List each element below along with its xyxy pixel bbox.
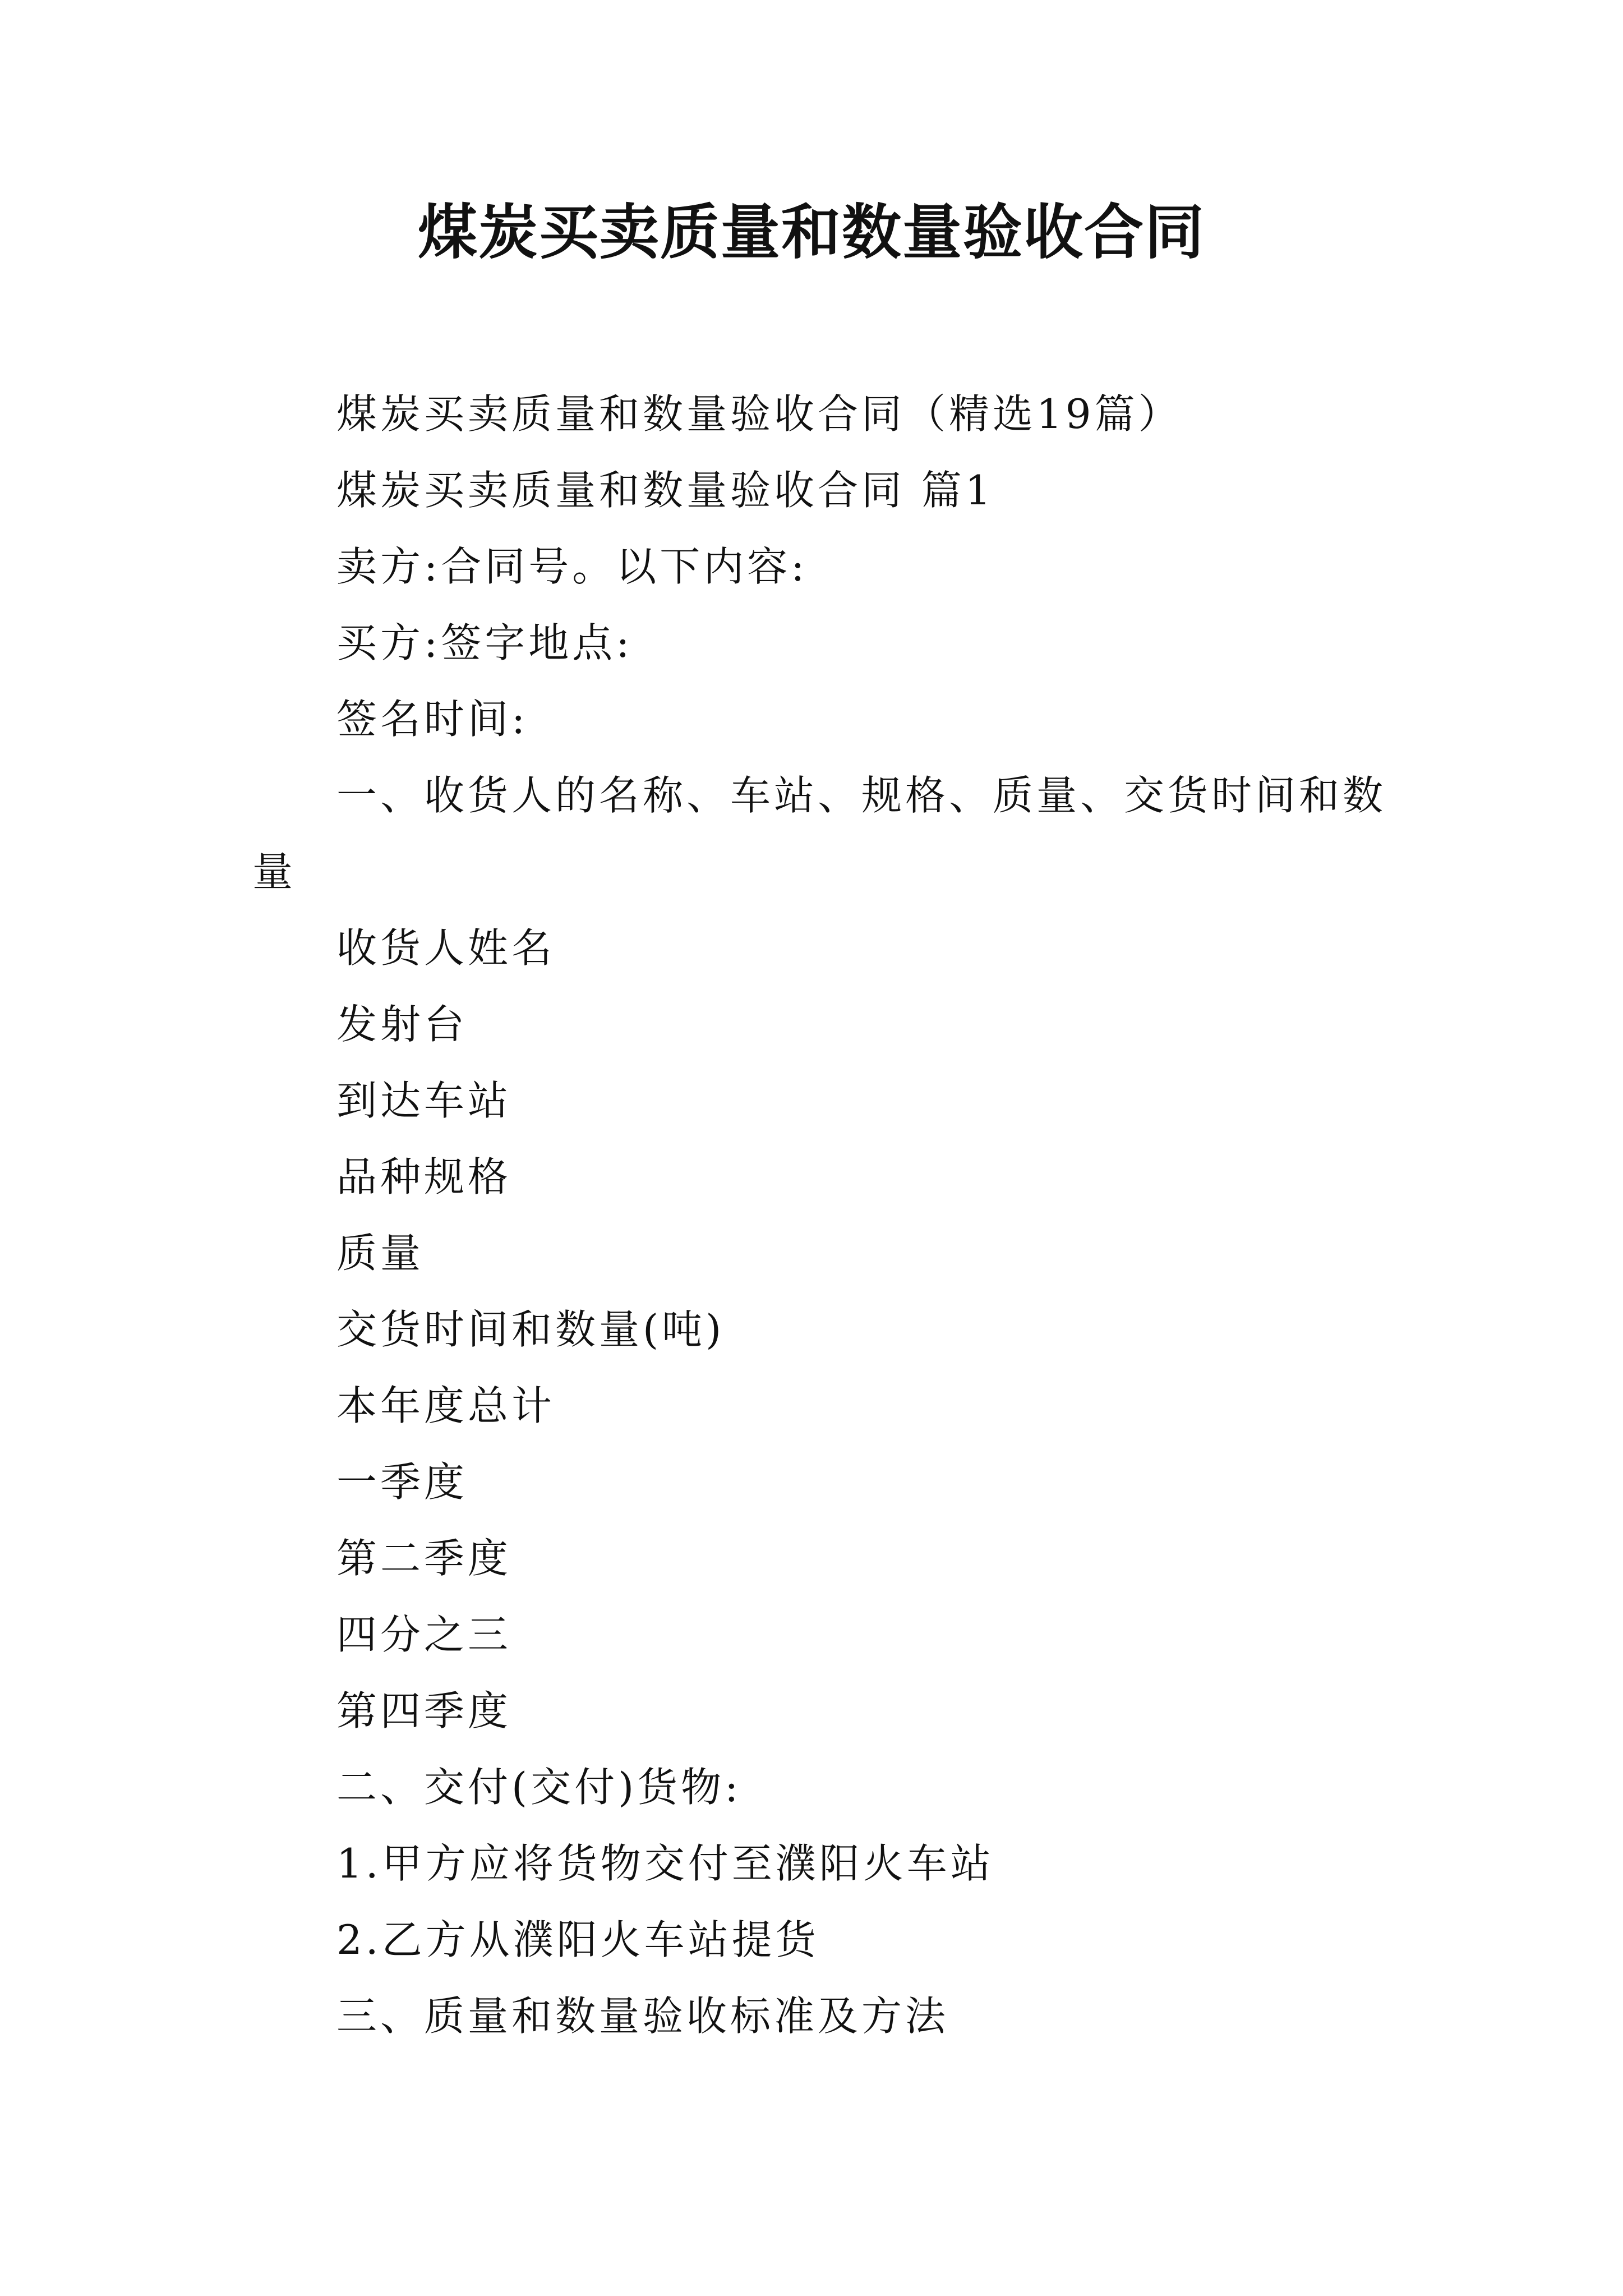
- paragraph-line: 一季度: [336, 1458, 468, 1506]
- paragraph-line: 煤炭买卖质量和数量验收合同（精选19篇）: [336, 390, 1182, 438]
- paragraph-line: 品种规格: [336, 1153, 512, 1200]
- document-body: [252, 376, 1391, 2054]
- paragraph-line: 本年度总计: [336, 1382, 556, 1429]
- section-heading: 一、收货人的名称、车站、规格、质量、交货时间和数: [336, 772, 1387, 819]
- paragraph-line: 第四季度: [336, 1687, 512, 1734]
- paragraph-line: 签名时间:: [336, 696, 529, 743]
- paragraph-line: 买方:签字地点:: [336, 619, 633, 666]
- paragraph-line: 煤炭买卖质量和数量验收合同 篇1: [336, 467, 994, 514]
- paragraph-line: 收货人姓名: [336, 924, 556, 972]
- paragraph-line: 到达车站: [336, 1077, 512, 1124]
- paragraph-line: 交货时间和数量(吨): [336, 1306, 725, 1353]
- document-title: 煤炭买卖质量和数量验收合同: [418, 198, 1205, 267]
- paragraph-line: 2.乙方从濮阳火车站提货: [336, 1916, 819, 1963]
- section-heading: 三、质量和数量验收标准及方法: [336, 1993, 949, 2040]
- section-heading-continuation: 量: [252, 848, 297, 895]
- paragraph-line: 发射台: [336, 1001, 468, 1048]
- paragraph-line: 四分之三: [336, 1611, 512, 1658]
- paragraph-line: 质量: [336, 1230, 425, 1277]
- paragraph-line: 第二季度: [336, 1535, 512, 1582]
- paragraph-line: 卖方:合同号。以下内容:: [336, 543, 808, 590]
- section-heading: 二、交付(交付)货物:: [336, 1764, 742, 1811]
- paragraph-line: 1.甲方应将货物交付至濮阳火车站: [336, 1840, 994, 1887]
